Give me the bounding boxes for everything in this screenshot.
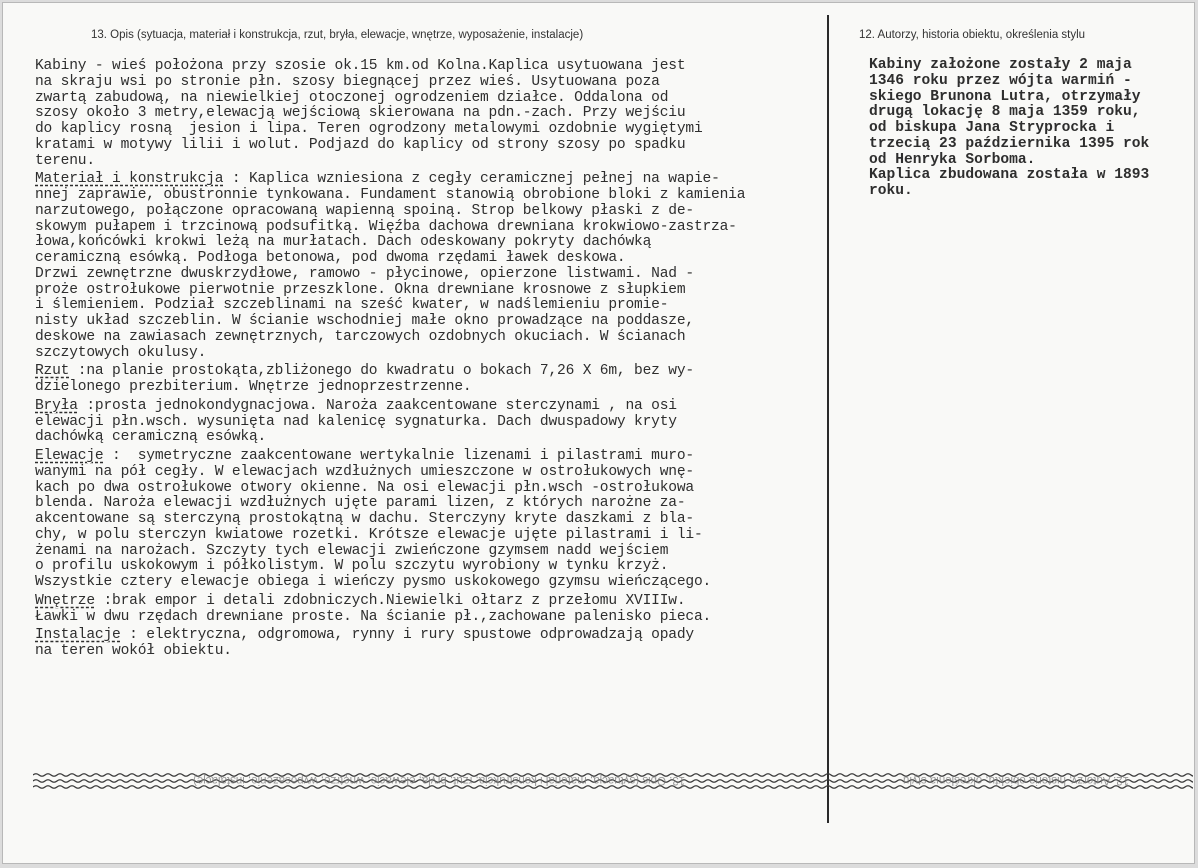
description-line: Wnętrze :brak empor i detali zdobniczych.Niewielki ołtarz z przełomu XVIIIw. xyxy=(35,592,686,609)
description-line: kach po dwa ostrołukowe otwory okienne. Na osi elewacji płn.wsch -ostrołukowa xyxy=(35,479,694,496)
description-line: chy, w polu sterczyn kwiatowe rozetki. Krótsze elewacje ujęte pilastrami i li- xyxy=(35,526,703,543)
description-line: szczytowych okulusy. xyxy=(35,344,207,361)
history-line: drugą lokację 8 maja 1359 roku, xyxy=(869,104,1141,121)
description-line: elewacji płn.wsch. wysunięta nad kalenicę sygnaturka. Dach dwuspadowy kryty xyxy=(35,413,677,430)
description-line: nisty układ szczeblin. W ścianie wschodniej małe okno prowadzące na poddasze, xyxy=(35,313,694,329)
description-line: nnej zaprawie, obustronnie tynkowana. Fundament stanowią obrobione bloki z kamienia xyxy=(35,187,746,203)
section-heading: Materiał i konstrukcja xyxy=(35,171,224,188)
description-line: Materiał i konstrukcja : Kaplica wzniesiona z cegły ceramicznej pełnej na wapie- xyxy=(35,171,720,188)
section-heading: Instalacje xyxy=(35,627,121,644)
history-line: 1346 roku przez wójta warmiń - xyxy=(869,72,1132,89)
description-line: na skraju wsi po stronie płn. szosy biegnącej przez wieś. Usytuowana poza xyxy=(35,73,660,90)
description-line: Elewacje : symetryczne zaakcentowane wertykalnie lizenami i pilastrami muro- xyxy=(35,448,694,464)
description-line: dzielonego prezbiterium. Wnętrze jednoprzestrzenne. xyxy=(35,379,472,395)
section-13-header: 13. Opis (sytuacja, materiał i konstrukcja, rzut, bryła, elewacje, wnętrze, wyposażenie, instalacje) xyxy=(91,29,584,41)
description-line: Bryła :prosta jednokondygnacjowa. Naroża zaakcentowane sterczynami , na osi xyxy=(35,397,677,414)
description-line: Ławki w dwu rzędach drewniane proste. Na ścianie pł.,zachowane palenisko pieca. xyxy=(35,608,712,625)
section-heading: Elewacje xyxy=(35,448,104,464)
description-line: na teren wokół obiektu. xyxy=(35,643,232,659)
description-line: terenu. xyxy=(35,152,95,169)
mirrored-header-left: 13. Opis (sytuacja, materiał i konstrukcja, rzut, bryła, elewacje, wnętrze, wyposażenie, instalacje) xyxy=(193,774,686,786)
history-line: Kabiny założone zostały 2 maja xyxy=(869,57,1132,73)
description-line: szosy około 3 metry,elewacją wejściową skierowana na pdn.-zach. Przy wejściu xyxy=(35,105,686,122)
description-line: Kabiny - wieś położona przy szosie ok.15 km.od Kolna.Kaplica usytuowana jest xyxy=(35,58,686,74)
description-line: dachówką ceramiczną esówką. xyxy=(35,429,267,446)
description-line: o profilu uskokowym i półkolistym. W polu szczytu wyrobiony w tynku krzyż. xyxy=(35,558,669,575)
description-line: Drzwi zewnętrzne dwuskrzydłowe, ramowo - płycinowe, opierzone listwami. Nad - xyxy=(35,265,694,282)
description-line: ceramiczną esówką. Podłoga betonowa, pod dwoma rzędami ławek deskowa. xyxy=(35,250,626,266)
description-line: wanymi na pół cegły. W elewacjach wzdłużnych umieszczone w ostrołukowych wnę- xyxy=(35,463,694,480)
description-line: i ślemieniem. Podział szczeblinami na sześć kwater, w nadślemieniu promie- xyxy=(35,297,669,314)
description-line: Wszystkie cztery elewacje obiega i wieńczy pysmo uskokowego gzymsu wieńczącego. xyxy=(35,574,712,590)
description-line: Rzut :na planie prostokąta,zbliżonego do kwadratu o bokach 7,26 X 6m, bez wy- xyxy=(35,363,694,380)
description-line: narzutowego, połączone opracowaną wapienną spoiną. Strop belkowy płaski z de- xyxy=(35,202,694,219)
description-line: kratami w motywy lilii i wolut. Podjazd do kaplicy od strony szosy po spadku xyxy=(35,136,686,153)
description-line: łowa,końcówki krokwi leżą na murłatach. Dach odeskowany pokryty dachówką xyxy=(35,234,652,251)
section-heading: Bryła xyxy=(35,397,78,414)
history-line: trzecią 23 października 1395 rok xyxy=(869,135,1150,152)
section-heading: Rzut xyxy=(35,363,70,380)
history-line: od Henryka Sorboma. xyxy=(869,151,1036,168)
section-heading: Wnętrze xyxy=(35,592,95,609)
section-12-header: 12. Autorzy, historia obiektu, określenia stylu xyxy=(859,29,1086,41)
history-text xyxy=(869,58,1149,200)
history-line: od biskupa Jana Stryprocka i xyxy=(869,120,1115,136)
description-line: do kaplicy rosną jesion i lipa. Teren ogrodzony metalowymi ozdobnie wygiętymi xyxy=(35,121,703,137)
column-divider xyxy=(827,15,829,823)
description-line: skowym pułapem i trzcinową podsufitką. Więźba dachowa drewniana krokwiowo-zastrza- xyxy=(35,218,737,235)
history-line: skiego Brunona Lutra, otrzymały xyxy=(869,88,1141,105)
description-line: zwartą zabudową, na niewielkiej otoczonej ogrodzeniem działce. Oddalona od xyxy=(35,89,669,106)
description-line: Instalacje : elektryczna, odgromowa, rynny i rury spustowe odprowadzają opady xyxy=(35,627,694,644)
description-line: żenami na narożach. Szczyty tych elewacji zwieńczone gzymsem nadd wejściem xyxy=(35,542,669,559)
mirrored-header-right: 12. Autorzy, historia obiektu, określenia stylu xyxy=(903,774,1130,786)
description-line: akcentowane są sterczyną prostokątną w dachu. Sterczyny kryte daszkami z bla- xyxy=(35,511,694,527)
history-line: Kaplica zbudowana została w 1893 xyxy=(869,167,1150,184)
description-line: deskowe na zawiasach zewnętrznych, tarczowych ozdobnych okuciach. W ścianach xyxy=(35,328,686,345)
history-line: roku. xyxy=(869,183,913,199)
description-text xyxy=(35,59,745,660)
record-card xyxy=(2,2,1195,864)
description-line: proże ostrołukowe pierwotnie przeszklone. Okna drewniane krosnowe z słupkiem xyxy=(35,281,686,298)
description-line: blenda. Naroża elewacji wzdłużnych ujęte parami lizen, z których narożne za- xyxy=(35,495,686,512)
